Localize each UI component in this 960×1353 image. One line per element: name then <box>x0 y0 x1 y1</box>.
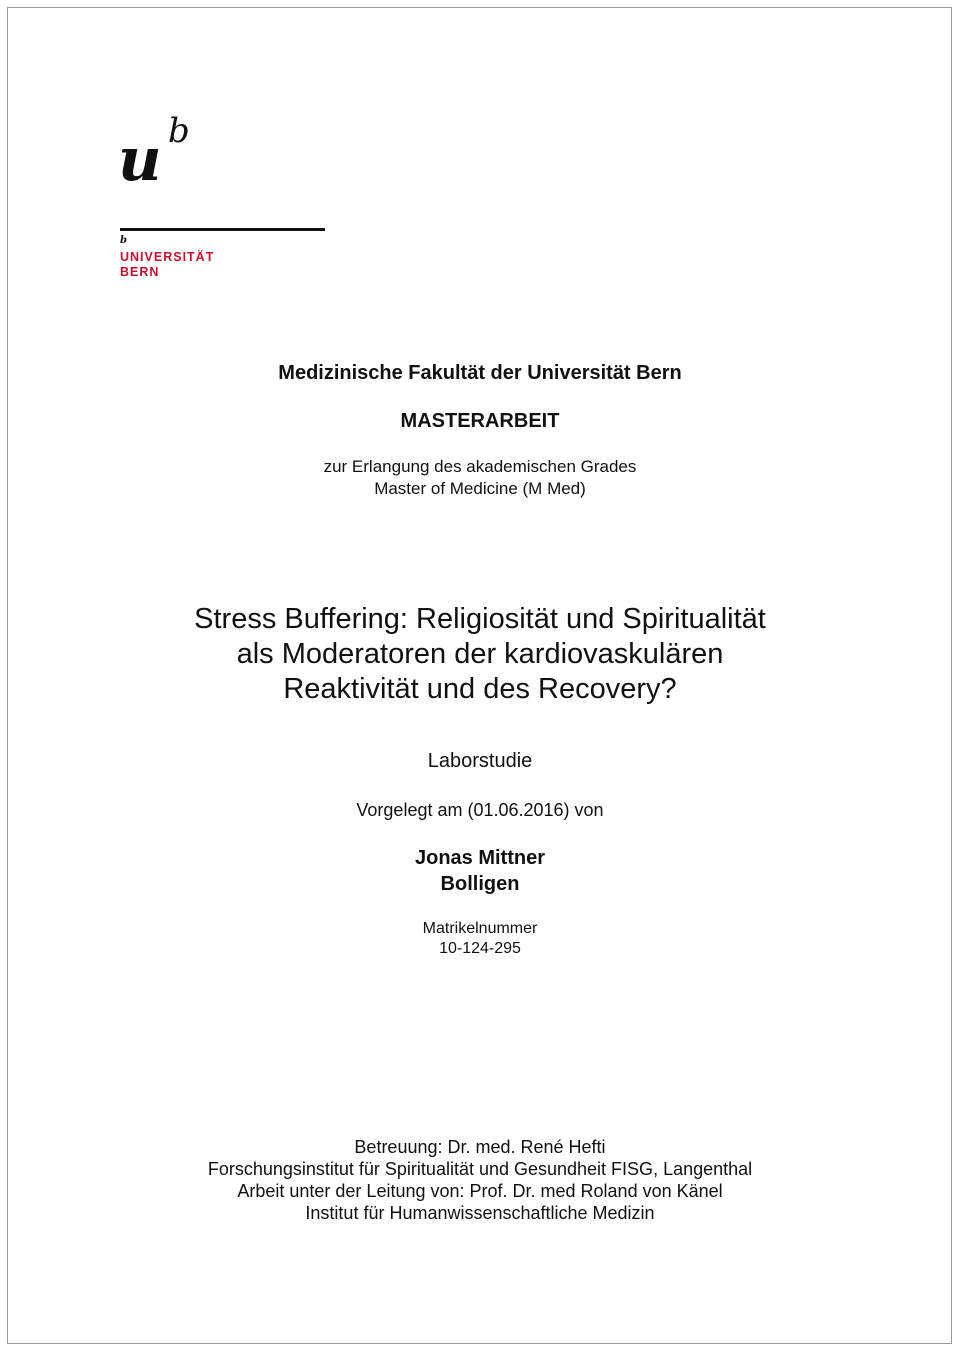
matriculation-label: Matrikelnummer <box>422 920 538 937</box>
degree-line2: Master of Medicine (M Med) <box>374 479 586 498</box>
faculty-heading: Medizinische Fakultät der Universität Bern <box>278 362 682 384</box>
supervision-line2: Forschungsinstitut für Spiritualität und Gesundheit FISG, Langenthal <box>207 1159 753 1179</box>
matriculation-block <box>0 919 960 959</box>
study-type: Laborstudie <box>427 750 533 772</box>
university-name <box>120 250 214 280</box>
title-line1: Stress Buffering: Religiosität und Spiritualität <box>194 603 766 635</box>
degree-line1: zur Erlangung des akademischen Grades <box>323 457 637 476</box>
author-place: Bolligen <box>440 873 520 895</box>
supervision-block <box>0 1136 960 1224</box>
university-name-line1: UNIVERSITÄT <box>120 250 215 264</box>
title-line2: als Moderatoren der kardiovaskulären <box>236 638 724 670</box>
logo-small-b: b <box>120 235 127 246</box>
matriculation-number: 10-124-295 <box>439 940 521 957</box>
submission-line: Vorgelegt am (01.06.2016) von <box>356 800 604 820</box>
supervision-line1: Betreuung: Dr. med. René Hefti <box>354 1137 606 1157</box>
author-block <box>0 845 960 897</box>
degree-block <box>0 456 960 500</box>
logo-u-glyph: u <box>118 125 162 195</box>
university-name-line2: BERN <box>120 265 160 279</box>
supervision-line3: Arbeit unter der Leitung von: Prof. Dr. med Roland von Känel <box>237 1181 723 1201</box>
logo-b-glyph: b <box>168 111 190 151</box>
logo-divider <box>120 228 325 231</box>
author-name: Jonas Mittner <box>414 847 546 869</box>
university-logo-mark <box>118 111 198 198</box>
thesis-title <box>0 602 960 707</box>
title-line3: Reaktivität und des Recovery? <box>283 673 677 705</box>
supervision-line4: Institut für Humanwissenschaftliche Medizin <box>305 1203 655 1223</box>
thesis-type: MASTERARBEIT <box>400 410 560 432</box>
